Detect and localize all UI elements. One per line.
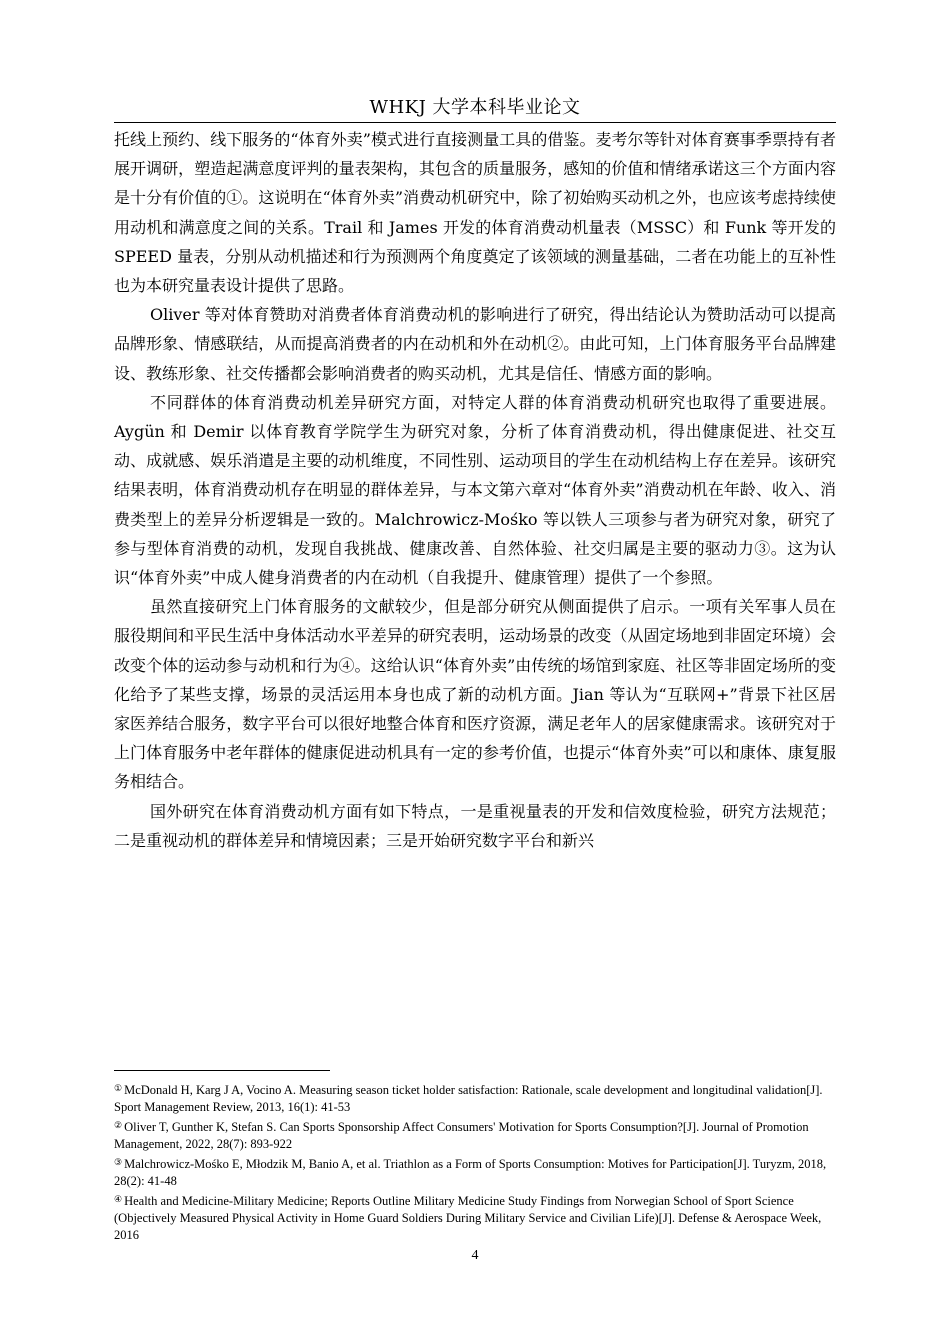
paragraph: 虽然直接研究上门体育服务的文献较少，但是部分研究从侧面提供了启示。一项有关军事人员在服役期间和平民生活中身体活动水平差异的研究表明，运动场景的改变（从固定场地到非固定环境）会改变个体的运动参与动机和行为④。这给认识“体育外卖”由传统的场馆到家庭、社区等非固定场所的变化给予了某些支撑，场景的灵活运用本身也成了新的动机方面。Jian 等认为“互联网+”背景下社区居家医养结合服务，数字平台可以很好地整合体育和医疗资源，满足老年人的居家健康需求。该研究对于上门体育服务中老年群体的健康促进动机具有一定的参考价值，也提示“体育外卖”可以和康体、康复服务相结合。 — [114, 597, 836, 792]
footnote-text: Health and Medicine-Military Medicine; Reports Outline Military Medicine Study Findings from Norwegian School of Sport Science (Objectively Measured Physical Activity in Home Guard Soldiers During Military Service and Civilian Life)[J]. Defense & Aerospace Week, 2016 — [114, 1194, 822, 1242]
footnote-separator — [114, 1070, 330, 1071]
footnotes — [114, 1080, 836, 1245]
paragraph: Oliver 等对体育赞助对消费者体育消费动机的影响进行了研究，得出结论认为赞助活动可以提高品牌形象、情感联结，从而提高消费者的内在动机和外在动机②。由此可知，上门体育服务平台品牌建设、教练形象、社交传播都会影响消费者的购买动机，尤其是信任、情感方面的影响。 — [114, 305, 836, 383]
header-rule — [114, 122, 836, 123]
footnote-text: Malchrowicz-Mośko E, Młodzik M, Banio A, et al. Triathlon as a Form of Sports Consumption: Motives for Participation[J]. Turyzm, 2018, 28(2): 41-48 — [114, 1157, 827, 1188]
paragraph: 不同群体的体育消费动机差异研究方面，对特定人群的体育消费动机研究也取得了重要进展。Aygün 和 Demir 以体育教育学院学生为研究对象，分析了体育消费动机，得出健康促进、社交互动、成就感、娱乐消遣是主要的动机维度，不同性别、运动项目的学生在动机结构上存在差异。该研究结果表明，体育消费动机存在明显的群体差异，与本文第六章对“体育外卖”消费动机在年龄、收入、消费类型上的差异分析逻辑是一致的。Malchrowicz-Mośko 等以铁人三项参与者为研究对象，研究了参与型体育消费的动机，发现自我挑战、健康改善、自然体验、社交归属是主要的驱动力③。这为认识“体育外卖”中成人健身消费者的内在动机（自我提升、健康管理）提供了一个参照。 — [114, 392, 836, 588]
footnote — [114, 1191, 836, 1244]
footnote-mark: ② — [114, 1120, 123, 1130]
footnote-mark: ③ — [114, 1157, 123, 1167]
footnote — [114, 1080, 836, 1116]
footnote-mark: ① — [114, 1083, 123, 1093]
footnote-text: Oliver T, Gunther K, Stefan S. Can Sports Sponsorship Affect Consumers' Motivation for Sports Consumption?[J]. Journal of Promotion Management, 2022, 28(7): 893-922 — [114, 1120, 809, 1151]
page-header-title: WHKJ 大学本科毕业论文 — [369, 97, 581, 118]
footnote — [114, 1117, 836, 1153]
page-number: 4 — [471, 1248, 479, 1263]
paragraph: 国外研究在体育消费动机方面有如下特点，一是重视量表的开发和信效度检验，研究方法规范；二是重视动机的群体差异和情境因素；三是开始研究数字平台和新兴 — [114, 801, 836, 850]
body-text — [114, 125, 836, 855]
paragraph: 托线上预约、线下服务的“体育外卖”模式进行直接测量工具的借鉴。麦考尔等针对体育赛事季票持有者展开调研，塑造起满意度评判的量表架构，其包含的质量服务，感知的价值和情绪承诺这三个方面内容是十分有价值的①。这说明在“体育外卖”消费动机研究中，除了初始购买动机之外，也应该考虑持续使用动机和满意度之间的关系。Trail 和 James 开发的体育消费动机量表（MSSC）和 Funk 等开发的 SPEED 量表，分别从动机描述和行为预测两个角度奠定了该领域的测量基础，二者在功能上的互补性也为本研究量表设计提供了思路。 — [114, 130, 836, 296]
footnote-text: McDonald H, Karg J A, Vocino A. Measuring season ticket holder satisfaction: Rationale, scale development and longitudinal validation[J]. Sport Management Review, 2013, 16(1): 41-53 — [114, 1083, 823, 1114]
footnote — [114, 1154, 836, 1190]
footnote-mark: ④ — [114, 1194, 123, 1204]
